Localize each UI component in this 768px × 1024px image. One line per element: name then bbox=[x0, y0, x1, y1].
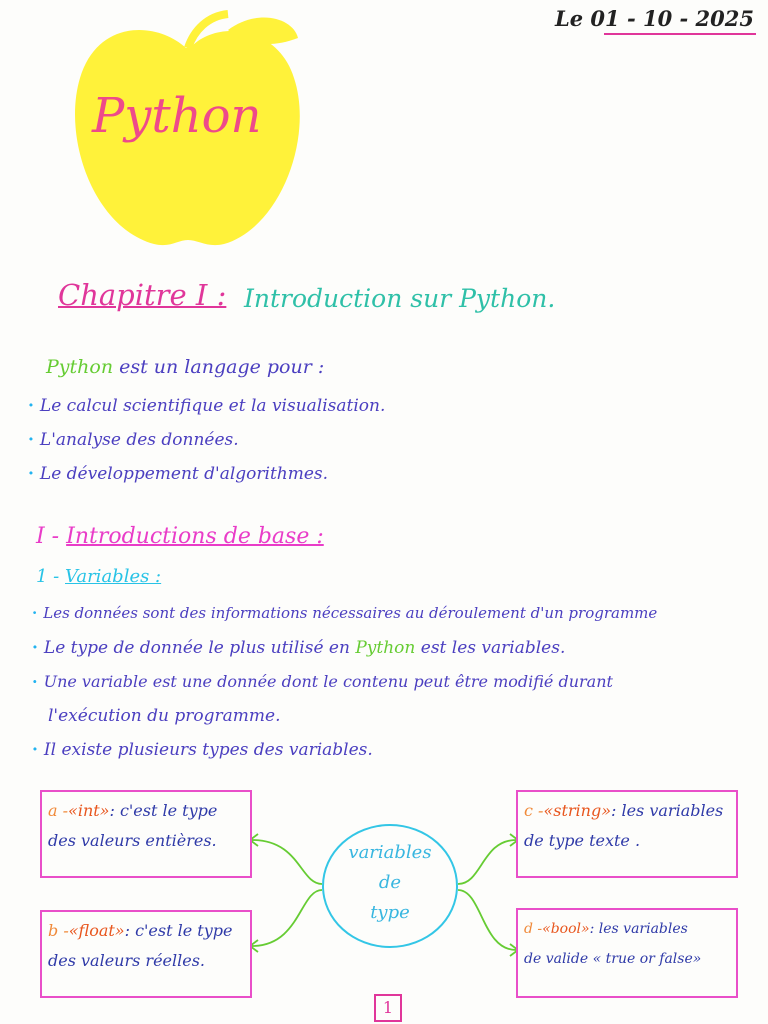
chapter-title: Introduction sur Python. bbox=[244, 284, 556, 313]
center-line: type bbox=[370, 902, 410, 923]
intro-subject: Python bbox=[46, 356, 114, 378]
chapter-number: Chapitre I : bbox=[58, 278, 227, 312]
connector-to-box-a bbox=[252, 840, 322, 884]
connector-to-box-d bbox=[458, 890, 516, 950]
intro-lead-text: est un langage pour : bbox=[119, 356, 325, 378]
section-heading bbox=[36, 524, 324, 549]
apple-title: Python bbox=[92, 88, 262, 144]
variables-bullet: · Les données sont des informations nécessaires au déroulement d'un programme bbox=[32, 604, 658, 622]
intro-bullet: · L'analyse des données. bbox=[28, 430, 239, 450]
diagram-box-bool: d -«bool»: les variables de valide « true or false» bbox=[516, 908, 738, 998]
intro-bullet: · Le calcul scientifique et la visualisation. bbox=[28, 396, 386, 416]
intro-lead bbox=[46, 356, 324, 378]
connector-to-box-c bbox=[458, 840, 516, 884]
subsection-heading bbox=[36, 566, 161, 587]
center-line: variables bbox=[348, 842, 432, 863]
variables-bullet: · Une variable est une donnée dont le contenu peut être modifié durant bbox=[32, 672, 613, 691]
center-line: de bbox=[378, 872, 402, 893]
subsection-title: Variables : bbox=[65, 566, 162, 587]
diagram-box-float: b -«float»: c'est le type des valeurs réelles. bbox=[40, 910, 252, 998]
section-number: I - bbox=[36, 524, 60, 549]
section-title: Introductions de base : bbox=[66, 524, 324, 549]
diagram-box-int: a -«int»: c'est le type des valeurs entières. bbox=[40, 790, 252, 878]
diagram-box-string: c -«string»: les variables de type texte . bbox=[516, 790, 738, 878]
connector-to-box-b bbox=[252, 890, 322, 946]
variables-bullet: · Il existe plusieurs types des variables. bbox=[32, 740, 373, 760]
variables-bullet: · Le type de donnée le plus utilisé en Python est les variables. bbox=[32, 638, 566, 658]
diagram-center-circle bbox=[322, 824, 458, 948]
date: Le 01 - 10 - 2025 bbox=[554, 6, 754, 31]
page-number: 1 bbox=[374, 994, 402, 1022]
variables-bullet-continuation: l'exécution du programme. bbox=[48, 706, 281, 726]
date-underline bbox=[604, 33, 756, 35]
intro-bullet: · Le développement d'algorithmes. bbox=[28, 464, 329, 484]
subsection-number: 1 - bbox=[36, 566, 60, 587]
